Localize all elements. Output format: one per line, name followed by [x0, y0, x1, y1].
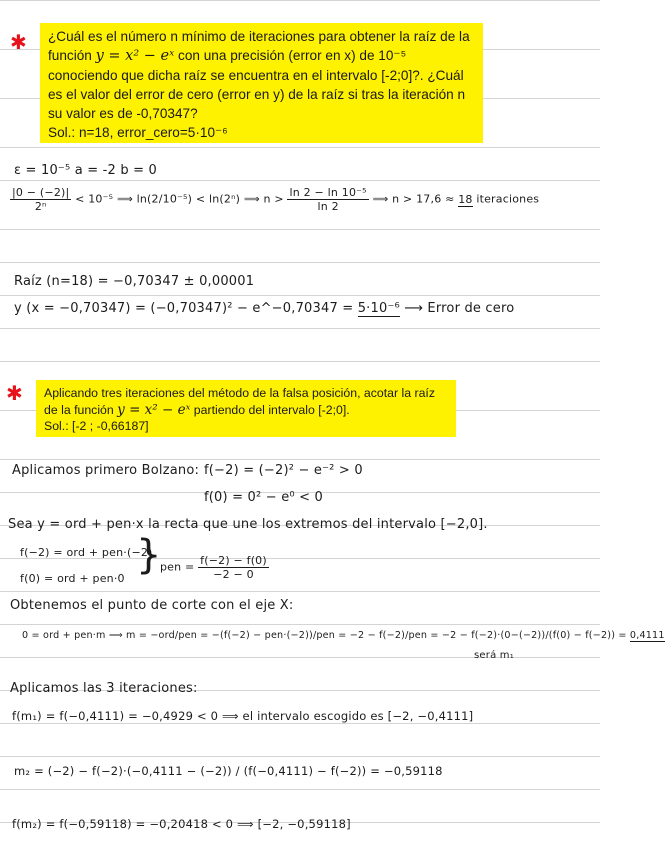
- problem1-function: y = x² − eˣ: [95, 48, 175, 64]
- system-equation-1: f(−2) = ord + pen·(−2): [20, 546, 153, 559]
- problem2-text-before: Aplicando tres iteraciones del método de la falsa posición, acotar la raíz de la función: [44, 386, 435, 417]
- problem1-text-after: con una precisión (error en x) de 10⁻⁵ conociendo que dicha raíz se encuentra en el intervalo [-2;0]?. ¿Cuál es el valor del error de cero (error en y) de la raíz si tras la iteración n su valor es de -0,70347?: [48, 48, 466, 121]
- given-values: ε = 10⁻⁵ a = -2 b = 0: [14, 163, 158, 178]
- asterisk-icon: ✱: [6, 381, 23, 405]
- slope-numerator: f(−2) − f(0): [200, 554, 267, 567]
- n-approx: ⟹ n > 17,6 ≈: [368, 192, 459, 206]
- iterations-word: iteraciones: [472, 192, 540, 206]
- system-equation-2: f(0) = ord + pen·0: [20, 572, 125, 585]
- system-brace: }: [136, 532, 162, 578]
- n-fraction-numerator: ln 2 − ln 10⁻⁵: [289, 186, 367, 199]
- n-result: 18: [458, 192, 473, 206]
- problem-statement-2: [36, 380, 456, 437]
- zero-error-label: ⟶ Error de cero: [399, 301, 515, 316]
- bolzano-label: Aplicamos primero Bolzano:: [12, 463, 200, 478]
- m1-note: será m₁: [474, 650, 514, 661]
- slope-label: pen =: [160, 560, 199, 574]
- m-derivation: [22, 630, 665, 641]
- bolzano-left: f(−2) = (−2)² − e⁻² > 0: [204, 463, 363, 478]
- iteration-2-m: m₂ = (−2) − f(−2)·(−0,4111 − (−2)) / (f(−0,4111) − f(−2)) = −0,59118: [14, 764, 443, 778]
- m-value: 0,4111: [629, 630, 665, 641]
- cut-point-label: Obtenemos el punto de corte con el eje X:: [10, 598, 294, 613]
- problem2-text-after: partiendo del intervalo [-2;0].: [190, 402, 350, 417]
- problem-statement-1: [40, 23, 483, 143]
- iteration-2-result: f(m₂) = f(−0,59118) = −0,20418 < 0 ⟹ [−2, −0,59118]: [12, 817, 351, 831]
- problem1-solution: Sol.: n=18, error_cero=5·10⁻⁶: [48, 125, 228, 140]
- iterations-label: Aplicamos las 3 iteraciones:: [10, 681, 198, 696]
- zero-error-value: 5·10⁻⁶: [357, 301, 400, 316]
- error-fraction-denominator: 2ⁿ: [34, 200, 47, 213]
- zero-error-line: [14, 301, 514, 316]
- root-value: Raíz (n=18) = −0,70347 ± 0,00001: [14, 274, 255, 289]
- slope-formula: [160, 554, 269, 581]
- n-fraction-denominator: ln 2: [317, 200, 339, 213]
- iteration-1: f(m₁) = f(−0,4111) = −0,4929 < 0 ⟹ el intervalo escogido es [−2, −0,4111]: [12, 709, 474, 723]
- problem2-solution: Sol.: [-2 ; -0,66187]: [44, 419, 149, 433]
- error-fraction: [10, 186, 71, 213]
- n-fraction: [287, 186, 368, 213]
- slope-denominator: −2 − 0: [213, 568, 254, 581]
- bolzano-right: f(0) = 0² − e⁰ < 0: [204, 490, 324, 505]
- zero-error-expression: y (x = −0,70347) = (−0,70347)² − e^−0,70347 =: [14, 301, 358, 316]
- m-expression: 0 = ord + pen·m ⟹ m = −ord/pen = −(f(−2) − pen·(−2))/pen = −2 − f(−2)/pen = −2 − f(−2)·(0−(−2))/(f(0) − f(−2)) =: [22, 630, 630, 641]
- error-fraction-numerator: |0 − (−2)|: [12, 186, 70, 199]
- asterisk-icon: ✱: [10, 30, 27, 54]
- inequality-chain: < 10⁻⁵ ⟹ ln(2/10⁻⁵) < ln(2ⁿ) ⟹ n >: [71, 192, 288, 206]
- slope-fraction: [198, 554, 269, 581]
- problem1-text-before: ¿Cuál es el número n mínimo de iteraciones para obtener la raíz de la función: [48, 29, 470, 63]
- problem2-function: y = x² − eˣ: [117, 401, 191, 418]
- secant-line-definition: Sea y = ord + pen·x la recta que une los extremos del intervalo [−2,0].: [8, 517, 488, 532]
- iterations-inequality: [10, 186, 539, 213]
